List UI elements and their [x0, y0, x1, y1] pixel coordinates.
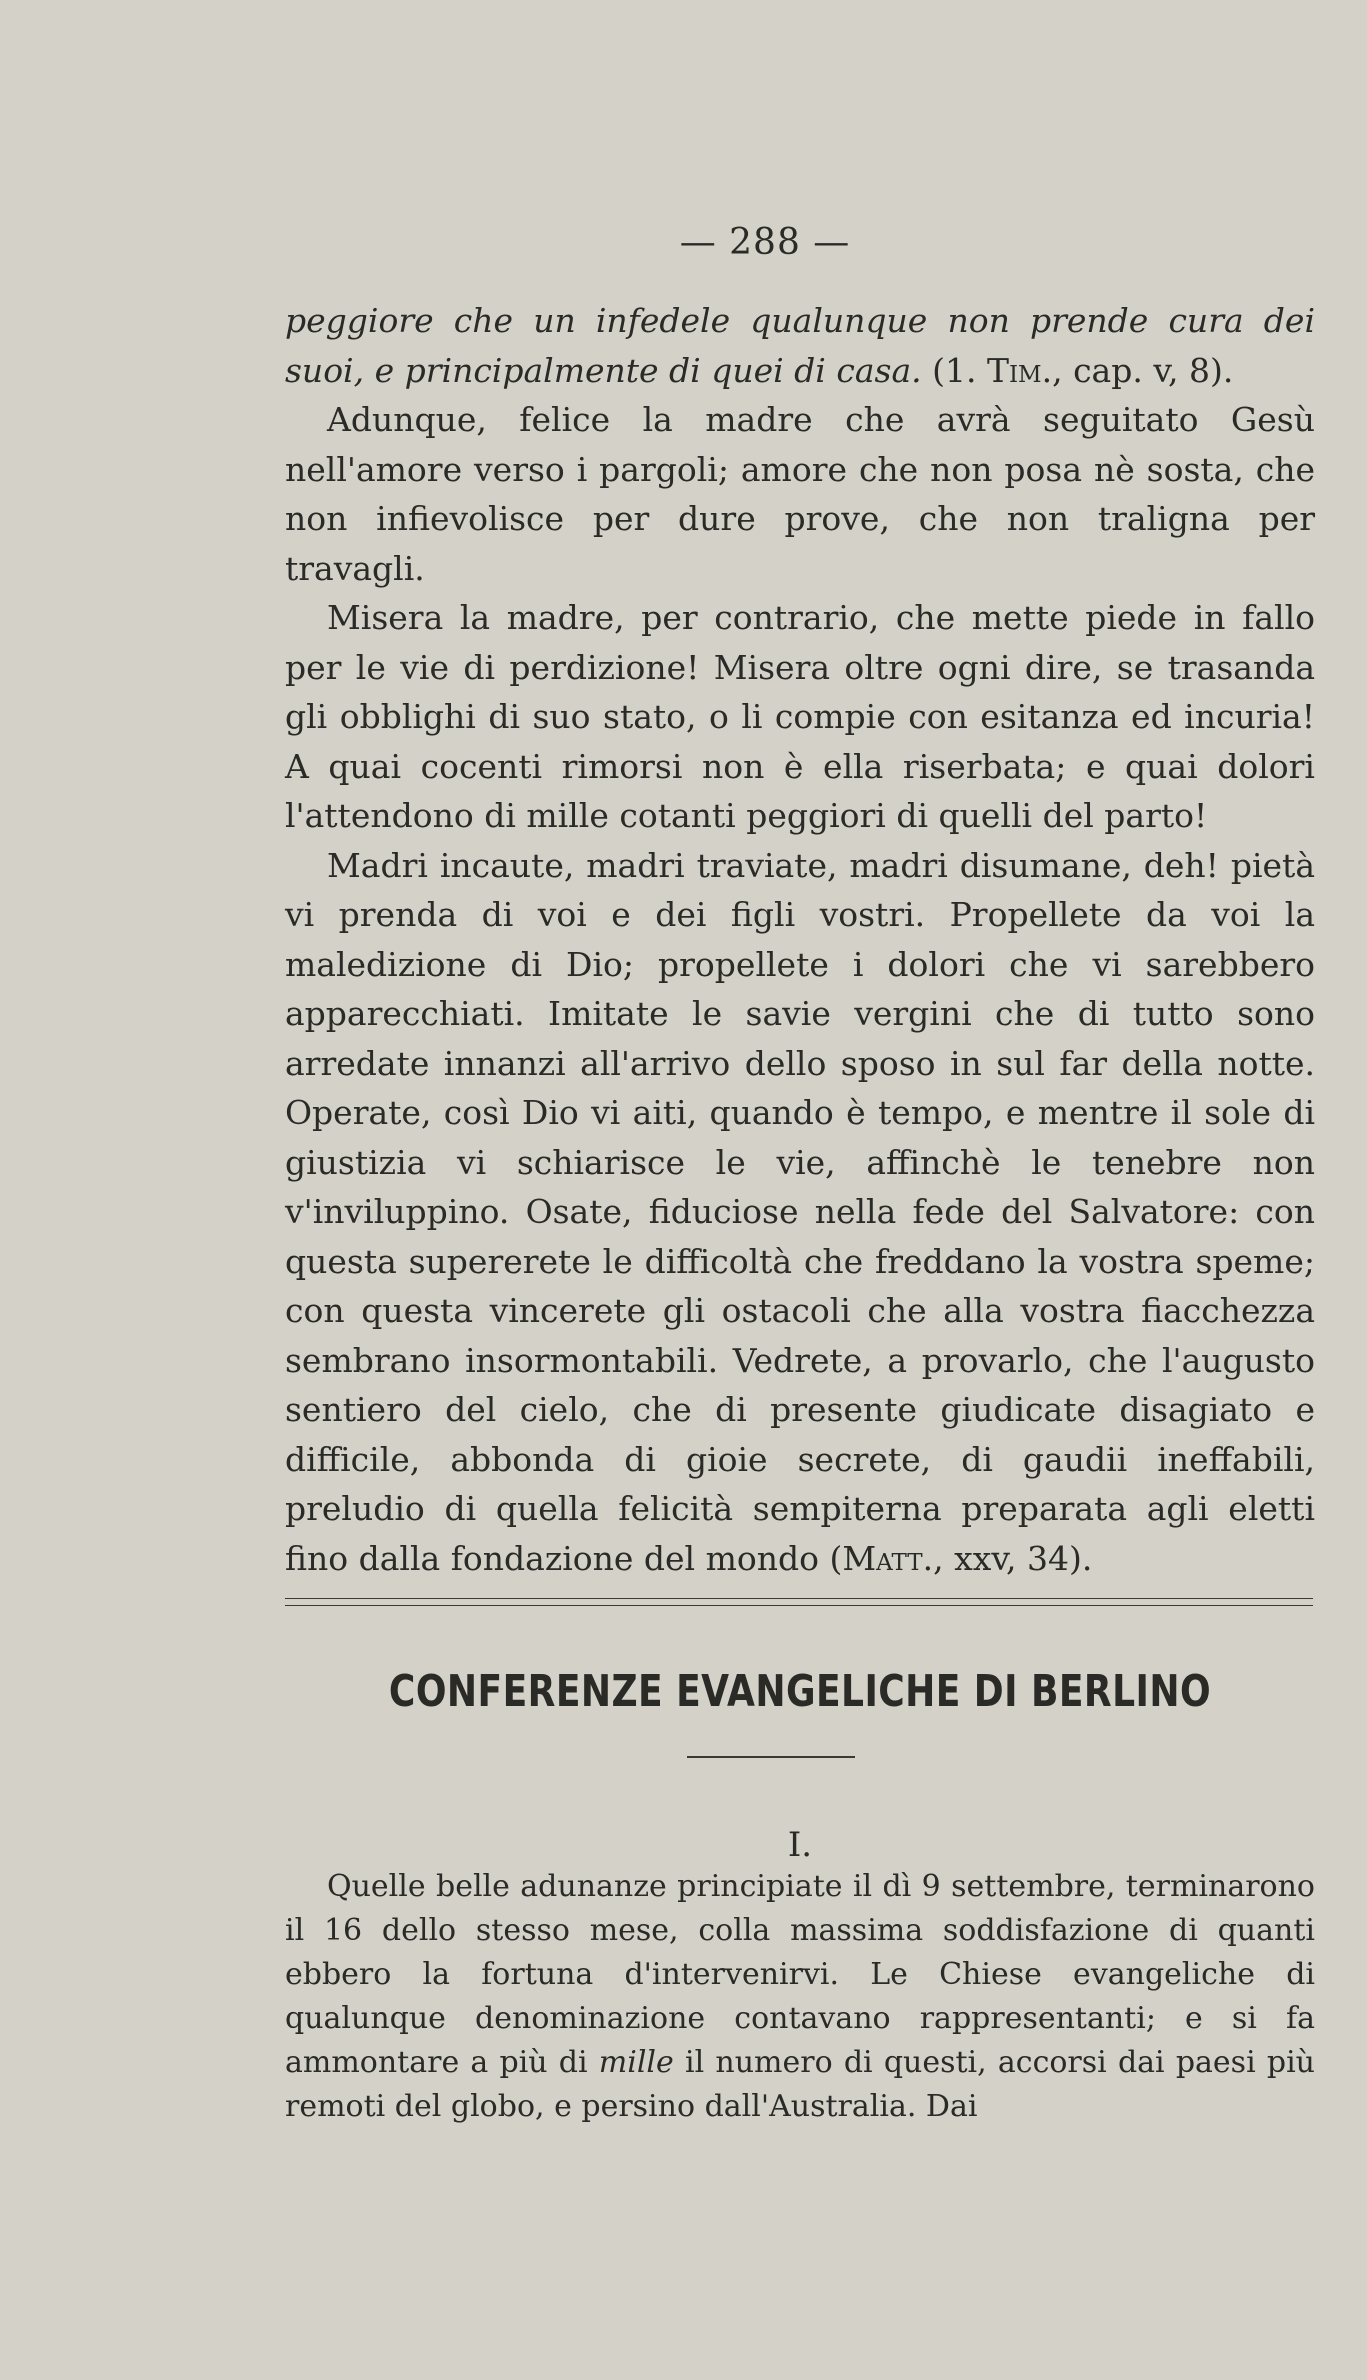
page-number: — 288 —	[679, 222, 851, 263]
paragraph-5-start: Quelle belle adunanze principiate il dì 9 settembre, terminarono il 16 dello stesso mese, colla massima soddisfazione di quanti ebbero la fortuna d'intervenirvi. Le Chiese evangeliche di qualunque denominazione contavano rappresentanti; e si fa ammontare a più di	[285, 1869, 1315, 2080]
citation-book: Matt.	[842, 1538, 934, 1578]
paragraph-2: Adunque, felice la madre che avrà seguitato Gesù nell'amore verso i pargoli; amore che non posa nè sosta, che non infievolisce per dure prove, che non traligna per travagli.	[285, 400, 1315, 588]
paragraph-4	[285, 841, 1315, 1584]
italic-word: mille	[598, 2045, 674, 2080]
paragraph-5-end: il numero di questi, accorsi dai paesi più remoti del globo, e persino dall'Australia. Dai	[285, 2045, 1315, 2124]
italic-quote: peggiore che un infedele qualunque non prende cura dei suoi, e principalmente di quei di casa.	[285, 301, 1315, 390]
sermon-text	[285, 296, 1315, 1583]
heading-underline	[687, 1756, 855, 1758]
section-divider	[285, 1598, 1313, 1606]
citation-book: Tim.	[986, 350, 1053, 390]
citation-rest: , xxv, 34).	[933, 1538, 1093, 1578]
citation-open: (1.	[921, 350, 987, 390]
section-heading: CONFERENZE EVANGELICHE DI BERLINO	[388, 1666, 1212, 1717]
paragraph-3: Misera la madre, per contrario, che mette piede in fallo per le vie di perdizione! Misera oltre ogni dire, se trasanda gli obblighi di suo stato, o li compie con esitanza ed incuria! A quai cocenti rimorsi non è ella riserbata; e quai dolori l'attendono di mille cotanti peggiori di quelli del parto!	[285, 598, 1315, 835]
section-number: I.	[787, 1825, 813, 1865]
paragraph-4-text: Madri incaute, madri traviate, madri disumane, deh! pietà vi prenda di voi e dei figli vostri. Propellete da voi la maledizione di Dio; propellete i dolori che vi sarebbero apparecchiati. Imitate le savie vergini che di tutto sono arredate innanzi all'arrivo dello sposo in sul far della notte. Operate, così Dio vi aiti, quando è tempo, e mentre il sole di giustizia vi schiarisce le vie, affinchè le tenebre non v'inviluppino. Osate, fiduciose nella fede del Salvatore: con questa supererete le difficoltà che freddano la vostra speme; con questa vincerete gli ostacoli che alla vostra fiacchezza sembrano insormontabili. Vedrete, a provarlo, che l'augusto sentiero del cielo, che di presente giudicate disagiato e difficile, abbonda di gioie secrete, di gaudii ineffabili, preludio di quella felicità sempiterna preparata agli eletti fino dalla fondazione del mondo (	[285, 845, 1315, 1578]
paragraph-1	[285, 296, 1315, 395]
article-text	[285, 1865, 1315, 2129]
paragraph-5	[285, 1865, 1315, 2129]
citation-rest: , cap. v, 8).	[1052, 350, 1234, 390]
